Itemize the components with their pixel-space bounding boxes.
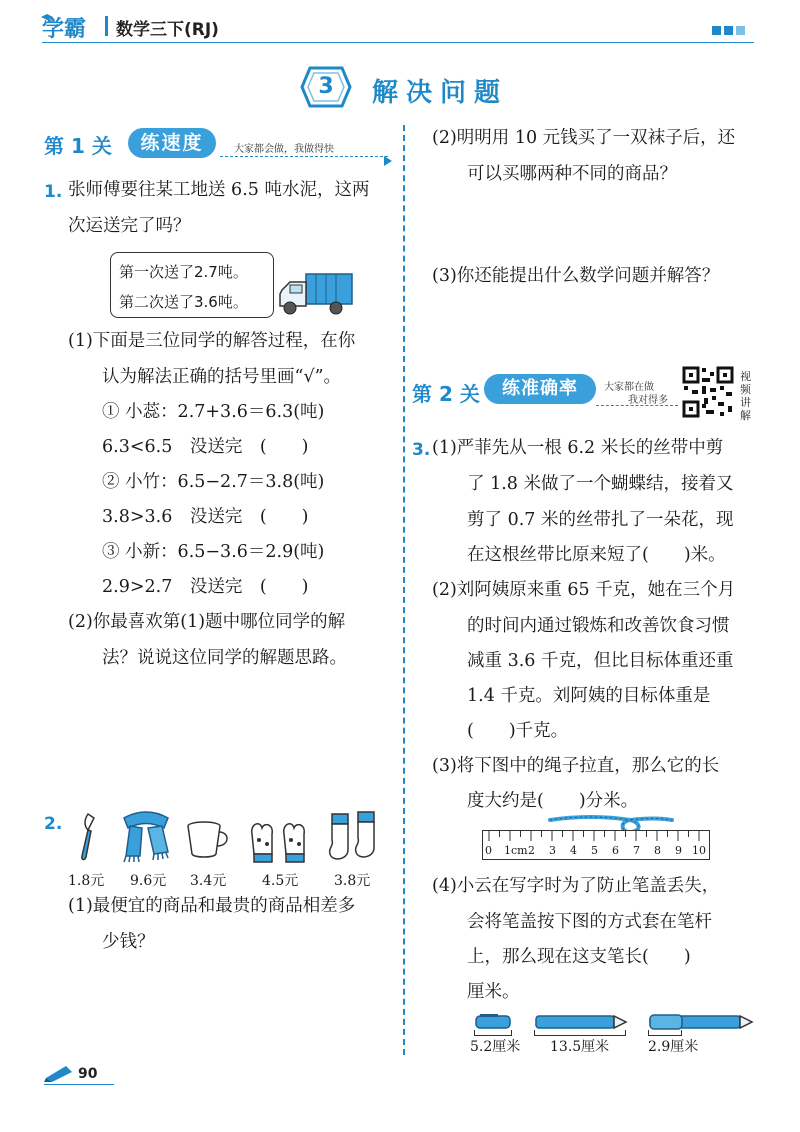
q1-solution3-result: 2.9>2.7 没送完 ( ) [102, 577, 309, 597]
price-cup: 3.4元 [190, 873, 227, 889]
pencil-icon [44, 1064, 74, 1086]
q3-part3-line1: (3)将下图中的绳子拉直，那么它的长 [432, 756, 720, 776]
cup-icon [186, 820, 232, 864]
header-separator [105, 16, 108, 36]
q2-part2-line2: 可以买哪两种不同的商品？ [467, 164, 677, 184]
q1-stem-line2: 次运送完了吗？ [68, 216, 191, 236]
q3-part1-line4: 在这根丝带比原来短了( )米。 [467, 545, 726, 565]
q1-part1-line1: (1)下面是三位同学的解答过程，在你 [68, 331, 356, 351]
unit-number-badge [300, 66, 350, 108]
ruler-label-6: 6 [612, 844, 619, 857]
ruler-label-5: 5 [591, 844, 598, 857]
section2-slogan-line1: 大家都在做 [604, 382, 654, 393]
q3-part1-line2: 了 1.8 米做了一个蝴蝶结，接着又 [467, 474, 734, 494]
q3-part3-line2: 度大约是( )分米。 [467, 791, 639, 811]
section1-slogan: 大家都会做，我做得快 [234, 144, 334, 155]
q3-part2-line2: 的时间内通过锻炼和改善饮食习惯 [467, 616, 730, 636]
q3-part2-line4: 1.4 千克。刘阿姨的目标体重是 [467, 686, 711, 706]
q1-part2-line1: (2)你最喜欢第(1)题中哪位同学的解 [68, 612, 346, 632]
q2-part2-line1: (2)明明用 10 元钱买了一双袜子后，还 [432, 128, 736, 148]
section1-title: 第 1 关 [44, 134, 112, 158]
q1-part2-line2: 法？说说这位同学的解题思路。 [102, 648, 347, 668]
q2-number: 2. [44, 814, 63, 834]
q1-number: 1. [44, 182, 63, 202]
scarf-icon [118, 810, 174, 868]
section1-slogan-line [220, 156, 388, 157]
header-square [724, 26, 733, 35]
q1-solution2: ② 小竹：6.5−2.7＝3.8(吨) [102, 472, 325, 492]
page-number: 90 [78, 1066, 98, 1082]
q1-part1-line2: 认为解法正确的括号里画“√”。 [102, 367, 342, 387]
ruler [482, 830, 710, 860]
q3-part2-line5: ( )千克。 [467, 721, 569, 741]
q3-part4-line4: 厘米。 [467, 982, 520, 1002]
ruler-label-7: 7 [633, 844, 640, 857]
qr-code-icon[interactable] [682, 366, 734, 418]
ruler-label-4: 4 [570, 844, 577, 857]
ruler-label-8: 8 [654, 844, 661, 857]
q2-part1-line1: (1)最便宜的商品和最贵的商品相差多 [68, 896, 356, 916]
q1-solution3: ③ 小新：6.5−3.6＝2.9(吨) [102, 542, 325, 562]
ruler-label-3: 3 [549, 844, 556, 857]
qr-label-1: 视 [740, 370, 751, 383]
column-divider [403, 125, 405, 1055]
q3-number: 3. [412, 440, 431, 460]
pen-cap-length: 5.2厘米 [470, 1039, 521, 1055]
q3-part2-line3: 减重 3.6 千克，但比目标体重还重 [467, 651, 734, 671]
q3-part4-line1: (4)小云在写字时为了防止笔盖丢失， [432, 876, 720, 896]
section2-slogan-line [596, 405, 678, 406]
q1-solution1-result: 6.3<6.5 没送完 ( ) [102, 437, 309, 457]
ruler-label-2: 2 [528, 844, 535, 857]
unit-number: 3 [318, 74, 334, 99]
bubble-line1: 第一次送了2.7吨。 [119, 263, 248, 281]
q3-part4-line3: 上，那么现在这支笔长( ) [467, 947, 691, 967]
ruler-label-10: 10 [692, 844, 706, 857]
socks-icon [328, 810, 382, 870]
header-square [736, 26, 745, 35]
header-logo: 学霸 [42, 17, 87, 42]
truck-icon [276, 270, 356, 322]
q1-solution1: ① 小蕊：2.7+3.6＝6.3(吨) [102, 402, 325, 422]
q3-part1-line1: (1)严菲先从一根 6.2 米长的丝带中剪 [432, 438, 724, 458]
price-socks: 3.8元 [334, 873, 371, 889]
price-toothbrush: 1.8元 [68, 873, 105, 889]
q3-part1-line3: 剪了 0.7 米的丝带扎了一朵花，现 [467, 510, 734, 530]
price-scarf: 9.6元 [130, 873, 167, 889]
q1-stem-line1: 张师傅要往某工地送 6.5 吨水泥，这两 [68, 180, 370, 200]
pen-body-length: 13.5厘米 [550, 1039, 610, 1055]
q1-solution2-result: 3.8>3.6 没送完 ( ) [102, 507, 309, 527]
qr-label-2: 频 [740, 383, 751, 396]
section2-slogan-line2: 我对得多 [628, 395, 668, 406]
header-square [712, 26, 721, 35]
header-book-title: 数学三下(RJ) [116, 20, 219, 40]
qr-label-4: 解 [740, 409, 751, 422]
toothbrush-icon [68, 812, 102, 868]
section2-pill: 练准确率 [484, 374, 596, 404]
price-gloves: 4.5元 [262, 873, 299, 889]
qr-label-3: 讲 [740, 396, 751, 409]
q2-part1-line2: 少钱？ [102, 932, 155, 952]
pen-overlap-length: 2.9厘米 [648, 1039, 699, 1055]
section1-pill: 练速度 [128, 128, 216, 158]
q2-part3: (3)你还能提出什么数学问题并解答？ [432, 266, 720, 286]
q1-speech-bubble [110, 252, 274, 318]
q3-part2-line1: (2)刘阿姨原来重 65 千克，她在三个月 [432, 580, 736, 600]
gloves-icon [246, 814, 310, 870]
footer-rule [44, 1084, 114, 1085]
q3-part4-line2: 会将笔盖按下图的方式套在笔杆 [467, 912, 712, 932]
header-rule [42, 42, 754, 43]
bubble-line2: 第二次送了3.6吨。 [119, 293, 248, 311]
unit-title: 解决问题 [372, 78, 509, 108]
section2-title: 第 2 关 [412, 382, 480, 406]
arrow-icon [384, 151, 392, 170]
ruler-label-1: 1cm [504, 844, 528, 857]
ruler-label-0: 0 [485, 844, 492, 857]
ruler-label-9: 9 [675, 844, 682, 857]
